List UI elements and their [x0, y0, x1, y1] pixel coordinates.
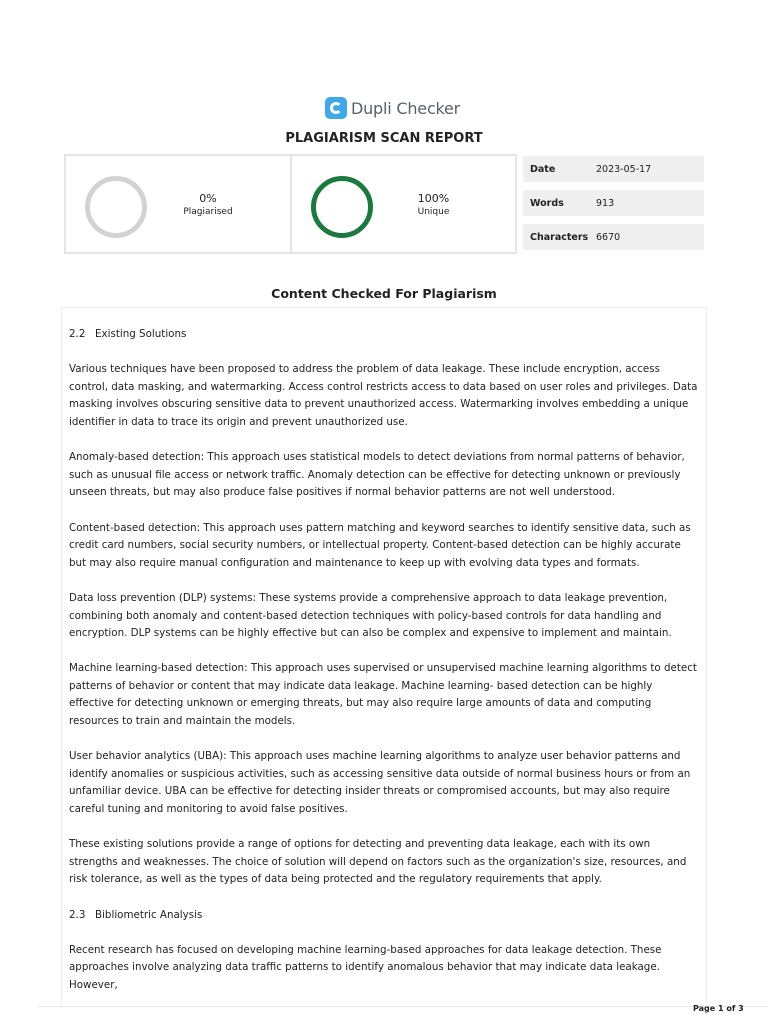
section-title: Existing Solutions [95, 328, 187, 340]
stat-value: 6670 [596, 231, 621, 243]
report-title: PLAGIARISM SCAN REPORT [285, 131, 483, 146]
stat-value: 913 [596, 197, 615, 209]
section-number: 2.2 [69, 328, 86, 340]
content-paragraph: These existing solutions provide a range of options for detecting and preventing data leakage, each with its own strengths and weaknesses. The choice of solution will depend on factors such as the organization's size, resources, and risk tolerance, as well as the types of data being protected and the regulatory requirements that apply. [69, 838, 687, 886]
plagiarised-percent: 0% [199, 192, 217, 205]
content-paragraph: Machine learning-based detection: This approach uses supervised or unsupervised machine learning algorithms to detect patterns of behavior or content that may indicate data leakage. Machine learning- based detection can be highly effective for detecting unknown or emerging threats, but may also require large amounts of data and computing resources to train and maintain the models. [69, 662, 697, 728]
plagiarised-ring [85, 176, 147, 238]
dupli-checker-logo [325, 96, 460, 120]
section-heading [69, 326, 699, 344]
content-paragraph: Various techniques have been proposed to address the problem of data leakage. These include encryption, access control, data masking, and watermarking. Access control restricts access to data based on user roles and privileges. Data masking involves obscuring sensitive data to prevent unauthorized access. Watermarking involves embedding a unique identifier in data to trace its origin and prevent unauthorized use. [69, 363, 698, 428]
stat-row-words [523, 190, 704, 216]
unique-ring [311, 176, 373, 238]
stat-row-date [523, 156, 704, 182]
footer-divider [38, 1006, 768, 1007]
dupli-checker-logo-icon [325, 97, 347, 119]
section-title: Bibliometric Analysis [95, 908, 203, 921]
stat-label: Words [530, 197, 564, 209]
content-paragraph: Content-based detection: This approach uses pattern matching and keyword searches to identify sensitive data, such as credit card numbers, social security numbers, or intellectual property. Content-based detection can be highly accurate but may also require manual configuration and maintenance to keep up with evolving data types and formats. [69, 521, 691, 569]
plagiarised-score [66, 156, 290, 252]
unique-score [290, 156, 516, 252]
stat-value: 2023-05-17 [596, 163, 652, 175]
content-paragraph: Data loss prevention (DLP) systems: These systems provide a comprehensive approach to data leakage prevention, combining both anomaly and content-based detection techniques with policy-based controls for data handling and encryption. DLP systems can be highly effective but can also be complex and expensive to implement and maintain. [69, 591, 672, 640]
page-number: Page 1 of 3 [693, 1004, 744, 1013]
plagiarised-label: Plagiarised [183, 207, 233, 217]
stat-label: Characters [530, 231, 589, 243]
brand-name: Dupli Checker [351, 98, 461, 118]
score-panel [64, 154, 517, 254]
content-paragraph: Anomaly-based detection: This approach uses statistical models to detect deviations from normal patterns of behavior, such as unusual file access or network traffic. Anomaly detection can be effective for detecting unknown or previously unseen threats, but may also produce false positives if normal behavior patterns are not well understood. [69, 451, 685, 499]
content-paragraph: User behavior analytics (UBA): This approach uses machine learning algorithms to analyze user behavior patterns and identify anomalies or suspicious activities, such as accessing sensitive data outside of normal business hours or from an unfamiliar device. UBA can be effective for detecting insider threats or compromised accounts, but may also require careful tuning and monitoring to avoid false positives. [69, 750, 691, 816]
section-number: 2.3 [69, 908, 86, 921]
content-paragraph: Recent research has focused on developing machine learning-based approaches for data leakage detection. These approaches involve analyzing data traffic patterns to identify anomalous behavior that may indicate data leakage. However, [69, 943, 662, 991]
section-heading [69, 907, 699, 925]
stats-table [523, 156, 704, 258]
content-title: Content Checked For Plagiarism [271, 286, 497, 301]
stat-row-characters [523, 224, 704, 250]
stat-label: Date [530, 163, 556, 175]
checked-content [61, 307, 707, 1007]
unique-percent: 100% [417, 192, 450, 205]
unique-label: Unique [417, 207, 450, 217]
